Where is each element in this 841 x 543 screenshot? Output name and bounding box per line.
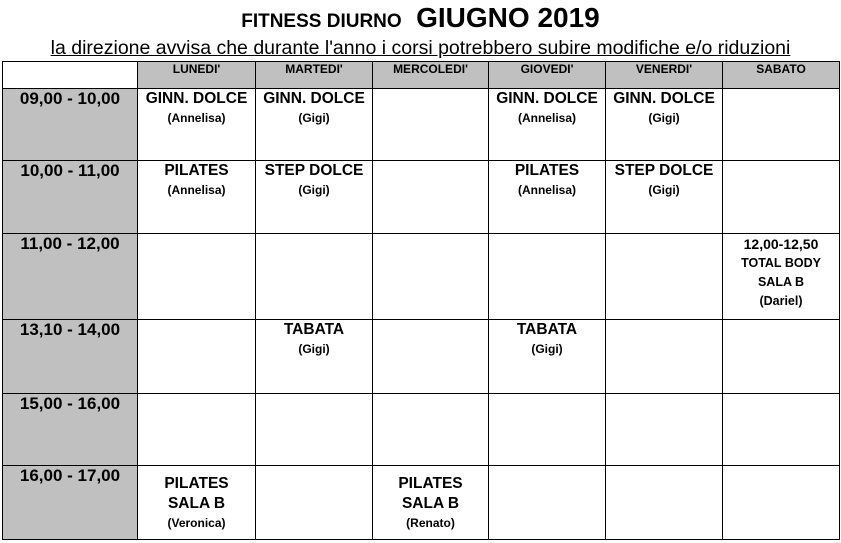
- instructor-name: (Veronica): [167, 516, 226, 530]
- empty-cell: [489, 394, 606, 466]
- empty-cell: [138, 394, 256, 466]
- instructor-name: (Annelisa): [167, 183, 226, 197]
- class-name: GINN. DOLCE: [263, 90, 365, 107]
- class-name: STEP DOLCE: [614, 162, 714, 179]
- class-cell: [489, 161, 606, 234]
- class-room: SALA B: [167, 495, 226, 512]
- class-time: 12,00-12,50: [743, 236, 819, 252]
- table-row: [3, 320, 840, 394]
- empty-cell: [606, 320, 723, 394]
- class-cell: [606, 89, 723, 161]
- day-header-tuesday: MARTEDI': [256, 62, 373, 89]
- time-slot-label: 10,00 - 11,00: [3, 161, 138, 234]
- table-row: [3, 234, 840, 320]
- empty-cell: [373, 320, 489, 394]
- class-name: PILATES: [398, 475, 463, 492]
- class-cell: [138, 161, 256, 234]
- class-name: PILATES: [164, 475, 229, 492]
- class-cell: [489, 89, 606, 161]
- empty-cell: [606, 234, 723, 320]
- day-header-thursday: GIOVEDI': [489, 62, 606, 89]
- instructor-name: (Gigi): [648, 111, 680, 125]
- corner-cell: [3, 62, 138, 89]
- empty-cell: [373, 394, 489, 466]
- class-cell: [489, 320, 606, 394]
- class-cell: [256, 89, 373, 161]
- class-cell: [606, 161, 723, 234]
- class-name: STEP DOLCE: [264, 162, 364, 179]
- class-name: PILATES: [514, 162, 580, 179]
- instructor-name: (Annelisa): [517, 183, 576, 197]
- empty-cell: [138, 234, 256, 320]
- day-header-friday: VENERDI': [606, 62, 723, 89]
- empty-cell: [256, 234, 373, 320]
- class-cell: [256, 161, 373, 234]
- class-name: TABATA: [516, 321, 578, 338]
- empty-cell: [373, 234, 489, 320]
- table-row: [3, 466, 840, 540]
- class-room: SALA B: [757, 275, 805, 289]
- empty-cell: [723, 466, 840, 540]
- empty-cell: [256, 466, 373, 540]
- empty-cell: [723, 320, 840, 394]
- title-fitness-diurno: FITNESS DIURNO: [241, 11, 402, 32]
- empty-cell: [723, 394, 840, 466]
- class-name: GINN. DOLCE: [145, 90, 248, 107]
- empty-cell: [606, 394, 723, 466]
- instructor-name: (Renato): [406, 516, 455, 530]
- timetable: [2, 61, 840, 540]
- header-row: [3, 62, 840, 89]
- class-name: GINN. DOLCE: [496, 90, 598, 107]
- instructor-name: (Gigi): [648, 183, 680, 197]
- table-row: [3, 394, 840, 466]
- instructor-name: (Gigi): [298, 342, 330, 356]
- title-month-year: GIUGNO 2019: [416, 2, 600, 33]
- instructor-name: (Annelisa): [167, 111, 226, 125]
- empty-cell: [138, 320, 256, 394]
- notice-text: la direzione avvisa che durante l'anno i corsi potrebbero subire modifiche e/o riduzioni: [50, 37, 791, 59]
- empty-cell: [723, 161, 840, 234]
- instructor-name: (Gigi): [298, 183, 330, 197]
- day-header-saturday: SABATO: [723, 62, 840, 89]
- empty-cell: [489, 466, 606, 540]
- table-row: [3, 89, 840, 161]
- time-slot-label: 16,00 - 17,00: [3, 466, 138, 540]
- class-cell: [138, 89, 256, 161]
- empty-cell: [256, 394, 373, 466]
- day-header-wednesday: MERCOLEDI': [373, 62, 489, 89]
- class-name: TOTAL BODY: [741, 256, 821, 270]
- instructor-name: (Gigi): [531, 342, 563, 356]
- empty-cell: [723, 89, 840, 161]
- instructor-name: (Annelisa): [517, 111, 576, 125]
- time-slot-label: 15,00 - 16,00: [3, 394, 138, 466]
- class-cell: [373, 466, 489, 540]
- empty-cell: [489, 234, 606, 320]
- instructor-name: (Dariel): [759, 294, 803, 308]
- empty-cell: [373, 161, 489, 234]
- time-slot-label: 09,00 - 10,00: [3, 89, 138, 161]
- class-cell: [138, 466, 256, 540]
- time-slot-label: 13,10 - 14,00: [3, 320, 138, 394]
- class-name: TABATA: [283, 321, 345, 338]
- page-title: [0, 0, 841, 36]
- empty-cell: [606, 466, 723, 540]
- day-header-monday: LUNEDI': [138, 62, 256, 89]
- class-name: PILATES: [164, 162, 229, 179]
- class-cell: [256, 320, 373, 394]
- empty-cell: [373, 89, 489, 161]
- time-slot-label: 11,00 - 12,00: [3, 234, 138, 320]
- class-name: GINN. DOLCE: [613, 90, 715, 107]
- class-room: SALA B: [401, 495, 460, 512]
- instructor-name: (Gigi): [298, 111, 330, 125]
- table-row: [3, 161, 840, 234]
- class-cell: [723, 234, 840, 320]
